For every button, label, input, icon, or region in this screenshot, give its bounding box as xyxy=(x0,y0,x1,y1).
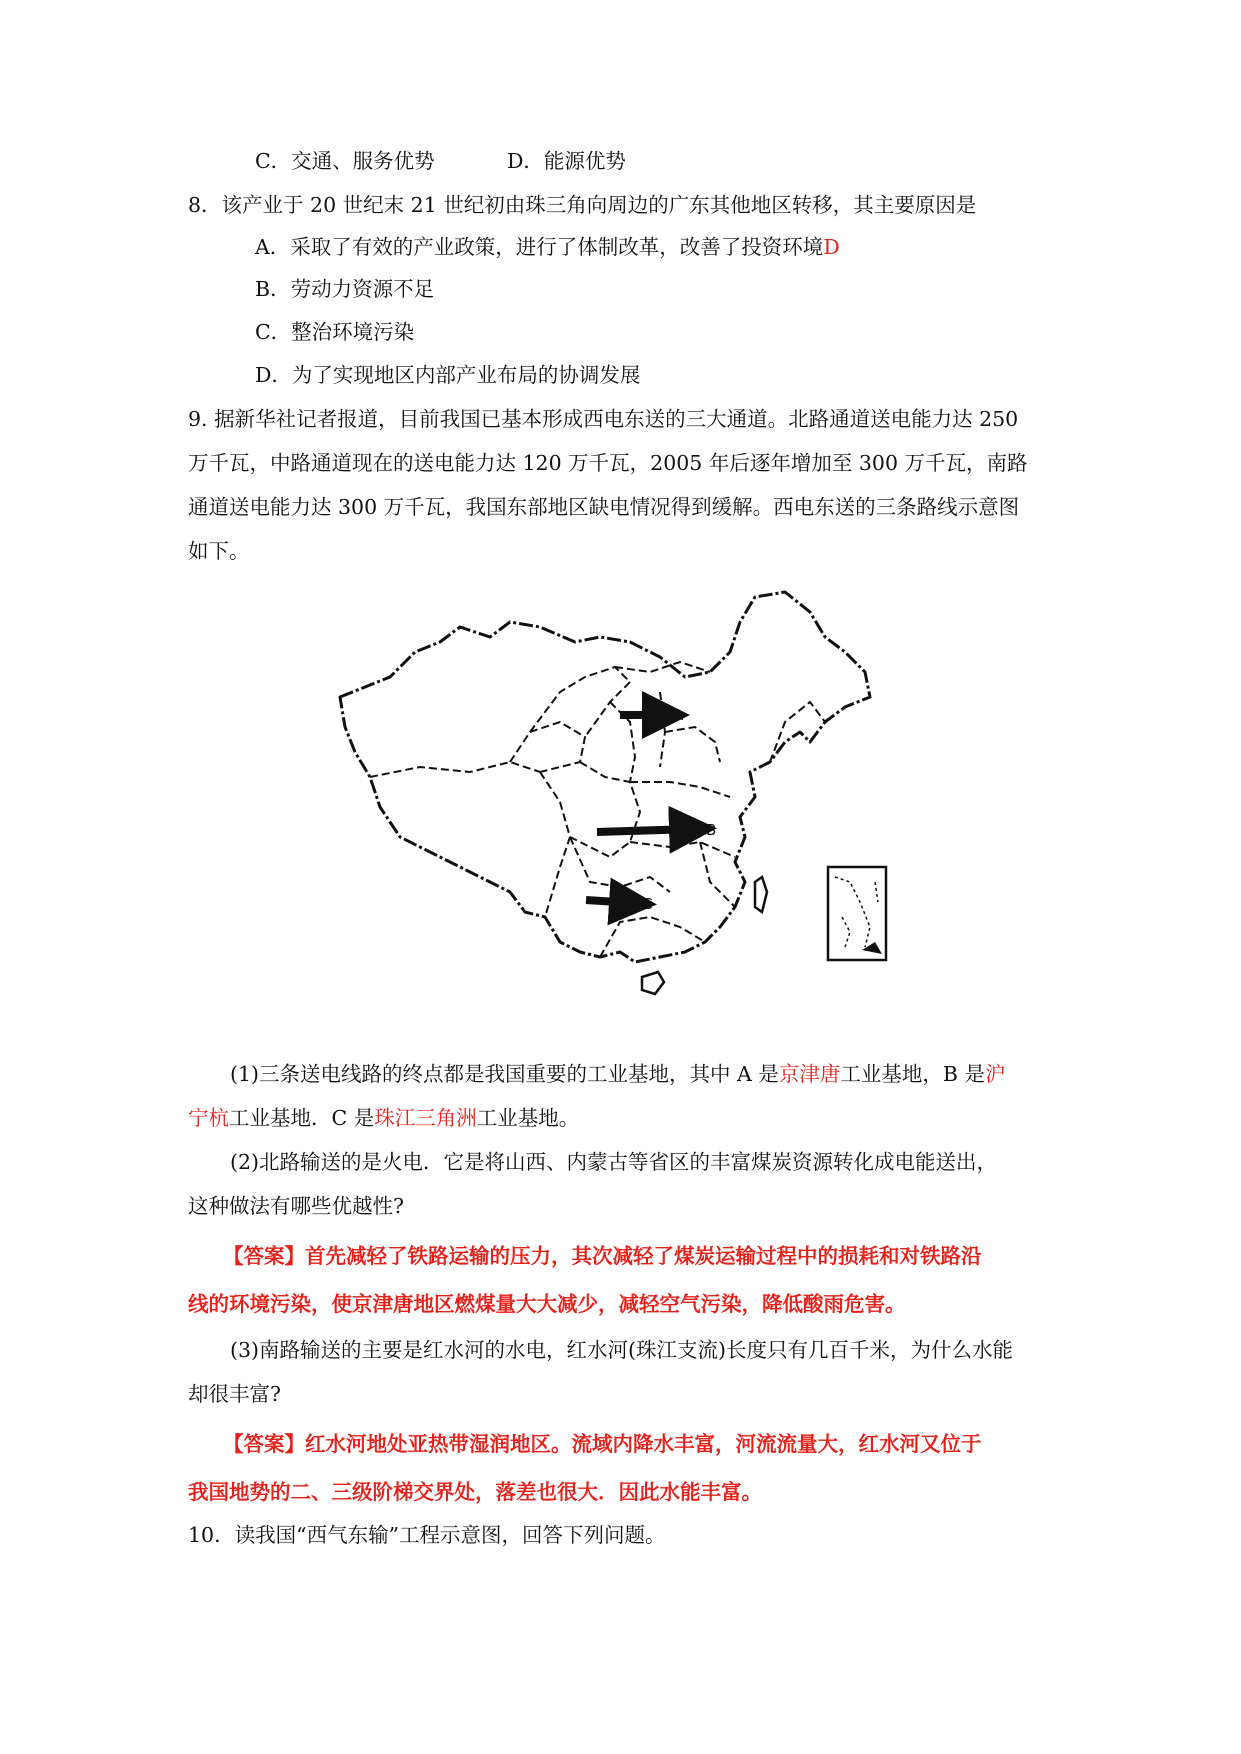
inset-islands xyxy=(842,882,878,947)
q8-option-b: B．劳动力资源不足 xyxy=(255,277,435,301)
border-fujian xyxy=(700,842,735,907)
q9-sub1-text-2: 工业基地，B 是 xyxy=(840,1062,985,1086)
map-label-a: A xyxy=(673,706,684,724)
q9-sub1-answer-b-part2: 宁杭 xyxy=(188,1106,229,1130)
q9-sub2-answer-line2: 线的环境污染，使京津唐地区燃煤量大大减少，减轻空气污染，降低酸雨危害。 xyxy=(188,1292,906,1316)
q9-sub1-text-3: 工业基地．C 是 xyxy=(229,1106,375,1130)
q9-sub2-answer-text-1: 首先减轻了铁路运输的压力，其次减轻了煤炭运输过程中的损耗和对铁路沿 xyxy=(305,1244,982,1268)
q9-stem-line4: 如下。 xyxy=(188,539,250,563)
q9-sub3-answer-line2: 我国地势的二、三级阶梯交界处，落差也很大．因此水能丰富。 xyxy=(188,1480,762,1504)
q9-sub2-line1: (2)北路输送的是火电．它是将山西、内蒙古等省区的丰富煤炭资源转化成电能送出， xyxy=(230,1150,998,1174)
q9-sub2-answer-line1 xyxy=(223,1242,982,1270)
q9-sub3-line1: (3)南路输送的主要是红水河的水电，红水河(珠江支流)长度只有几百千米，为什么水能 xyxy=(230,1338,1014,1362)
q7-option-c: C．交通、服务优势 xyxy=(255,149,435,173)
q7-option-d: D．能源优势 xyxy=(507,149,626,173)
q9-sub1-answer-b-part1: 沪 xyxy=(984,1062,1006,1086)
q9-sub1-text-4: 工业基地。 xyxy=(476,1106,580,1130)
q8-stem: 8．该产业于 20 世纪末 21 世纪初由珠三角向周边的广东其他地区转移，其主要原因是 xyxy=(188,193,977,217)
q8-option-d: D．为了实现地区内部产业布局的协调发展 xyxy=(255,363,641,387)
inset-coastline xyxy=(835,877,870,947)
q9-sub1-text-1: (1)三条送电线路的终点都是我国重要的工业基地，其中 A 是 xyxy=(230,1062,779,1086)
map-label-c: C xyxy=(642,895,653,913)
q9-sub1-answer-c: 珠江三角洲 xyxy=(374,1106,477,1130)
inset-small-island xyxy=(862,942,882,954)
border-shanxi xyxy=(660,692,665,767)
border-qinghai xyxy=(510,722,585,772)
route-south-arrow xyxy=(586,900,633,903)
q9-stem-line2: 万千瓦，中路通道现在的送电能力达 120 万千瓦，2005 年后逐年增加至 300 万千瓦，南路 xyxy=(188,451,1028,475)
q9-sub1-line2 xyxy=(188,1104,579,1132)
border-xinjiang-tibet xyxy=(370,762,540,777)
route-middle-arrow xyxy=(597,829,693,832)
q9-stem-line1: 9. 据新华社记者报道，目前我国已基本形成西电东送的三大通道。北路通道送电能力达 250 xyxy=(188,407,1019,431)
q8-option-a-text: A．采取了有效的产业政策，进行了体制改革，改善了投资环境 xyxy=(255,235,824,259)
q9-sub2-answer-tag: 【答案】 xyxy=(223,1244,305,1268)
q9-stem-line3: 通道送电能力达 300 万千瓦，我国东部地区缺电情况得到缓解。西电东送的三条路线示意图 xyxy=(188,495,1020,519)
border-central xyxy=(630,782,730,797)
china-power-routes-map xyxy=(330,582,900,1032)
q9-sub3-answer-tag: 【答案】 xyxy=(223,1432,305,1456)
map-label-b: B xyxy=(706,821,717,839)
border-tibet-sichuan xyxy=(540,772,570,917)
q9-sub1-answer-a: 京津唐 xyxy=(778,1062,841,1086)
border-hebei xyxy=(665,727,720,762)
q9-sub3-answer-line1 xyxy=(223,1430,982,1458)
q8-option-a xyxy=(255,233,840,261)
q9-sub3-line2: 却很丰富? xyxy=(188,1382,281,1406)
q9-sub1-line1 xyxy=(230,1060,1005,1088)
q9-sub3-answer-text-1: 红水河地处亚热带湿润地区。流域内降水丰富，河流流量大，红水河又位于 xyxy=(305,1432,982,1456)
taiwan-outline xyxy=(755,877,767,912)
q10-stem: 10．读我国“西气东输”工程示意图，回答下列问题。 xyxy=(188,1523,666,1547)
q8-answer: D xyxy=(823,235,840,259)
hainan-outline xyxy=(642,972,664,994)
border-inner-mongolia xyxy=(615,662,710,672)
q9-sub2-line2: 这种做法有哪些优越性? xyxy=(188,1194,404,1218)
border-hubei-hunan xyxy=(630,842,735,857)
border-sichuan-east xyxy=(570,762,640,857)
q8-option-c: C．整治环境污染 xyxy=(255,320,415,344)
